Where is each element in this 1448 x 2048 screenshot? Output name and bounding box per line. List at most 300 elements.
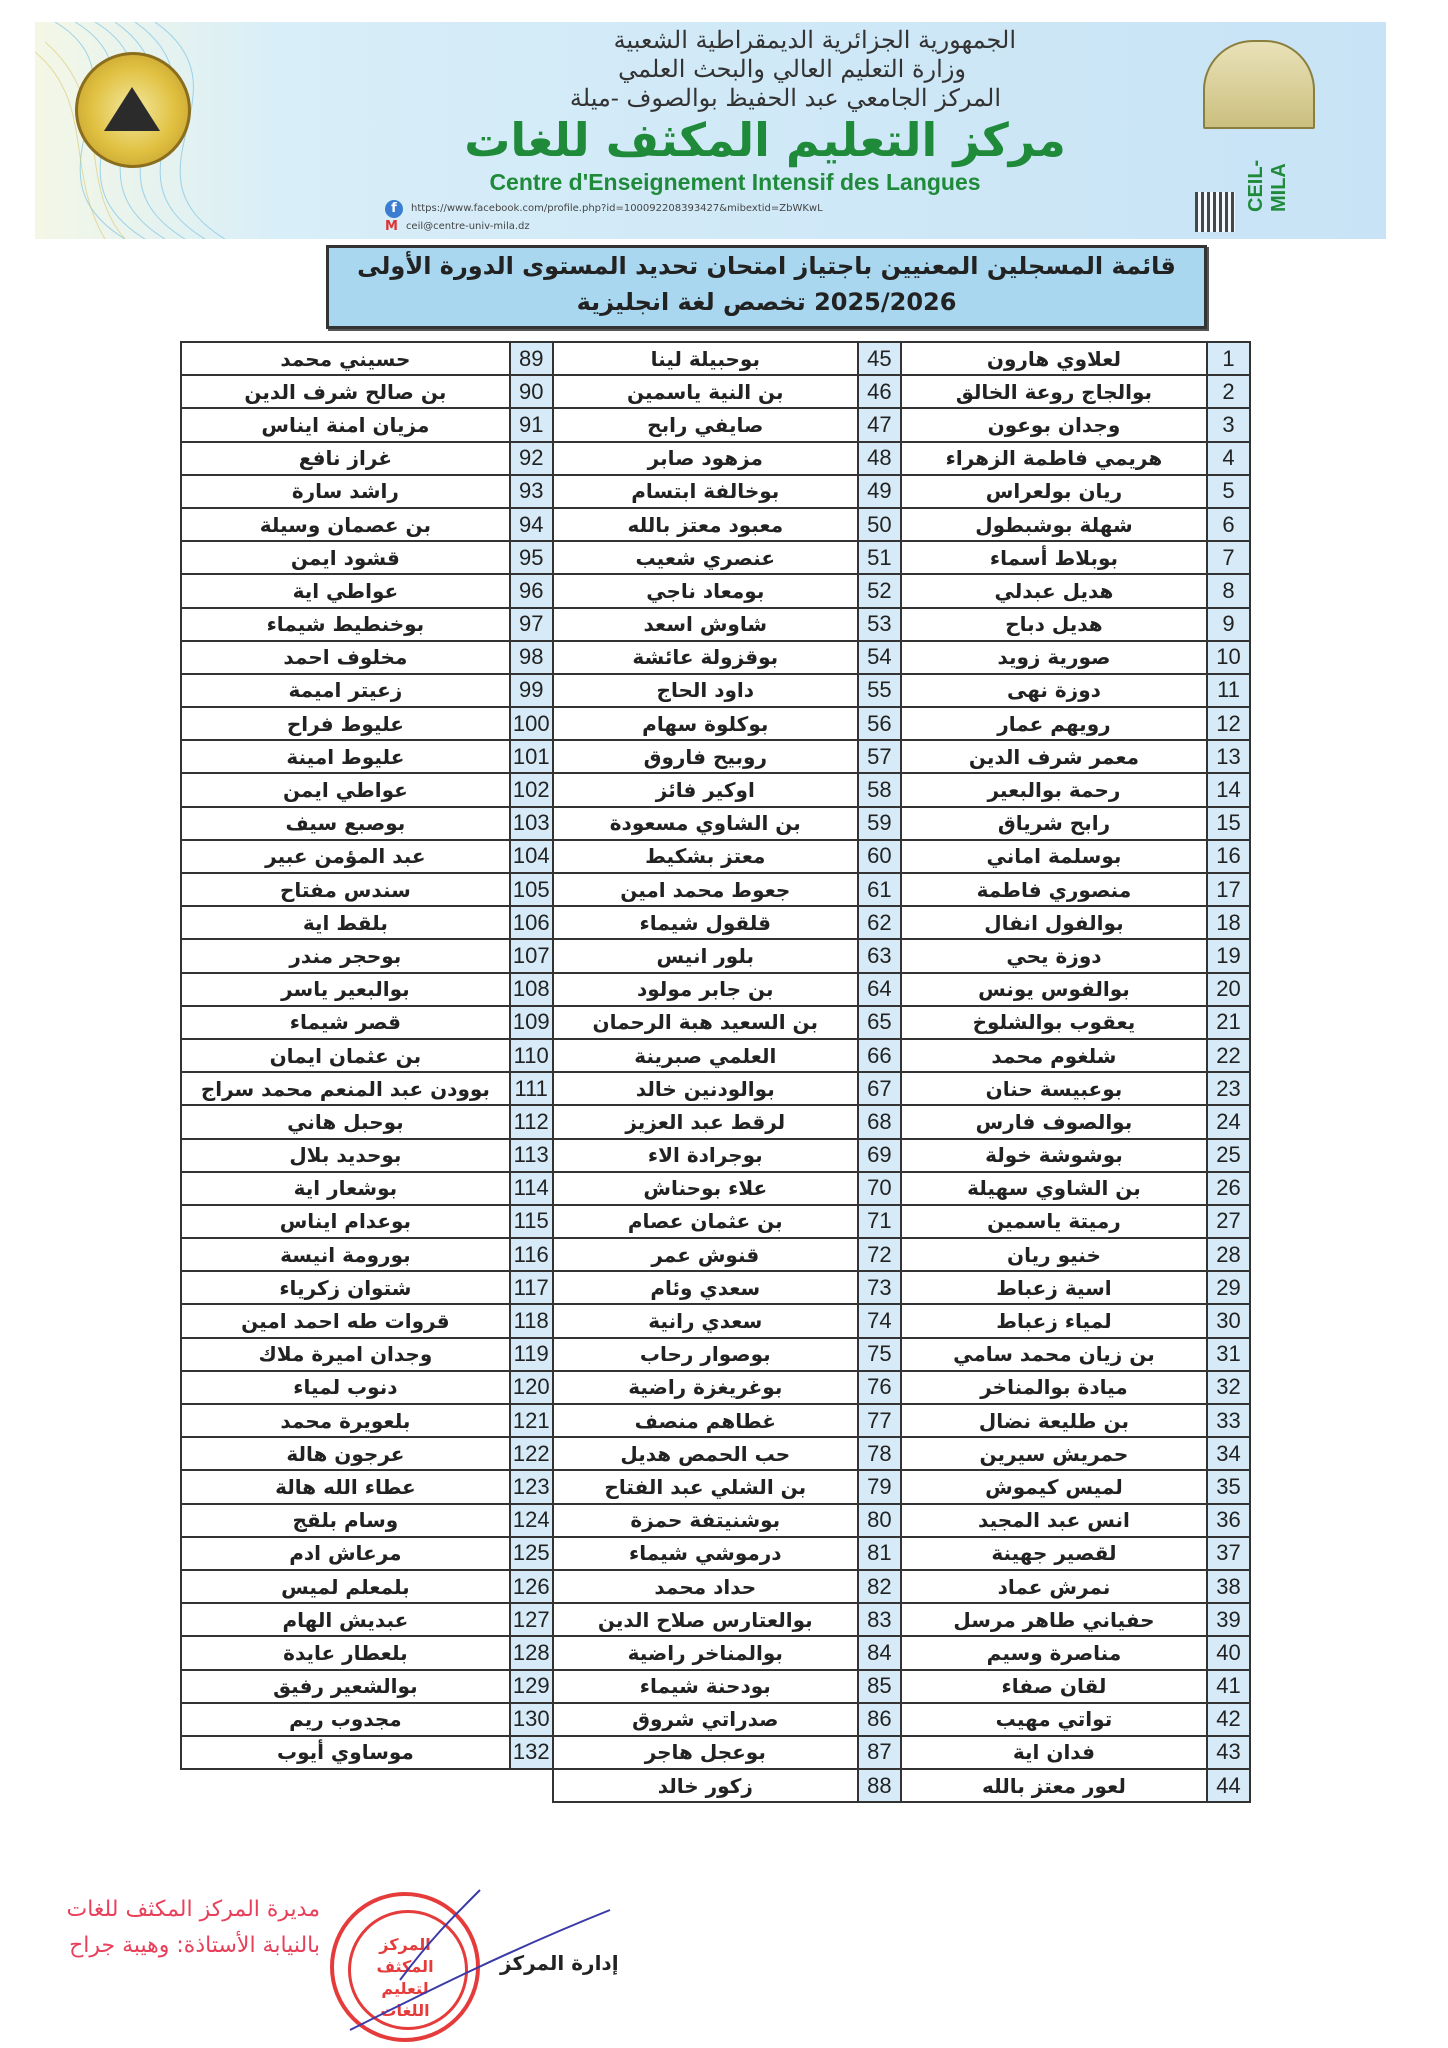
table-row (181, 641, 1250, 674)
candidate-name: هديل عبدلي (901, 574, 1207, 607)
candidate-number: 69 (858, 1139, 901, 1172)
candidate-name: بوالعتارس صلاح الدين (553, 1603, 858, 1636)
candidate-number: 120 (510, 1371, 553, 1404)
candidate-name: مجدوب ريم (181, 1703, 510, 1736)
candidate-name: وجدان اميرة ملاك (181, 1338, 510, 1371)
candidate-name: بن جابر مولود (553, 973, 858, 1006)
candidate-name: بن الشاوي سهيلة (901, 1172, 1207, 1205)
candidate-number: 26 (1207, 1172, 1250, 1205)
table-row (181, 375, 1250, 408)
table-row (181, 873, 1250, 906)
candidate-number: 99 (510, 674, 553, 707)
candidate-name: اوكير فائز (553, 773, 858, 806)
candidate-name: مزيان امنة ايناس (181, 408, 510, 441)
candidate-number: 110 (510, 1039, 553, 1072)
candidate-name: وجدان بوعون (901, 408, 1207, 441)
candidate-number: 103 (510, 807, 553, 840)
candidate-number: 125 (510, 1537, 553, 1570)
center-name-ar: مركز التعليم المكثف للغات (464, 113, 1066, 167)
candidate-number: 98 (510, 641, 553, 674)
empty-cell (510, 1769, 553, 1802)
candidate-name: بوحبل هاني (181, 1105, 510, 1138)
candidate-number: 16 (1207, 840, 1250, 873)
candidate-number: 55 (858, 674, 901, 707)
candidate-number: 73 (858, 1271, 901, 1304)
candidate-number: 70 (858, 1172, 901, 1205)
table-row (181, 1139, 1250, 1172)
candidate-name: بوصوار رحاب (553, 1338, 858, 1371)
candidate-number: 84 (858, 1636, 901, 1669)
candidate-name: شهلة بوشبطول (901, 508, 1207, 541)
candidate-number: 41 (1207, 1670, 1250, 1703)
candidate-name: قروات طه احمد امين (181, 1304, 510, 1337)
table-row (181, 674, 1250, 707)
candidate-name: بومعاد ناجي (553, 574, 858, 607)
facebook-icon: f (385, 200, 403, 218)
candidate-number: 95 (510, 541, 553, 574)
candidate-name: بن زيان محمد سامي (901, 1338, 1207, 1371)
candidate-number: 19 (1207, 939, 1250, 972)
candidate-name: بوكلوة سهام (553, 707, 858, 740)
candidate-name: رحمة بوالبعير (901, 773, 1207, 806)
candidate-number: 109 (510, 1006, 553, 1039)
table-row (181, 1006, 1250, 1039)
candidate-name: لمياء زعباط (901, 1304, 1207, 1337)
candidate-name: بن السعيد هبة الرحمان (553, 1006, 858, 1039)
candidate-name: مزهود صابر (553, 442, 858, 475)
candidate-number: 81 (858, 1537, 901, 1570)
candidate-number: 115 (510, 1205, 553, 1238)
candidate-name: لعلاوي هارون (901, 342, 1207, 375)
candidate-number: 53 (858, 608, 901, 641)
candidate-number: 96 (510, 574, 553, 607)
table-row (181, 1769, 1250, 1802)
candidate-name: صايفي رابح (553, 408, 858, 441)
candidate-number: 25 (1207, 1139, 1250, 1172)
table-row (181, 1603, 1250, 1636)
candidate-number: 11 (1207, 674, 1250, 707)
candidate-number: 5 (1207, 475, 1250, 508)
candidate-name: بن صالح شرف الدين (181, 375, 510, 408)
candidate-number: 128 (510, 1636, 553, 1669)
candidate-number: 60 (858, 840, 901, 873)
candidate-name: نمرش عماد (901, 1570, 1207, 1603)
candidate-name: حداد محمد (553, 1570, 858, 1603)
table-row (181, 906, 1250, 939)
candidate-name: بوالجاج روعة الخالق (901, 375, 1207, 408)
candidate-number: 47 (858, 408, 901, 441)
candidate-name: بوشنيتفة حمزة (553, 1504, 858, 1537)
candidate-name: رميتة ياسمين (901, 1205, 1207, 1238)
candidate-number: 62 (858, 906, 901, 939)
table-row (181, 408, 1250, 441)
seal-text: المركز المكثف لتعليم اللغات (376, 1935, 434, 2020)
candidate-number: 113 (510, 1139, 553, 1172)
table-row (181, 1636, 1250, 1669)
candidate-name: لقان صفاء (901, 1670, 1207, 1703)
candidate-name: وسام بلقج (181, 1504, 510, 1537)
candidate-name: زكور خالد (553, 1769, 858, 1802)
candidate-number: 32 (1207, 1371, 1250, 1404)
republic-name: الجمهورية الجزائرية الديمقراطية الشعبية (613, 26, 1016, 54)
ministry-name: وزارة التعليم العالي والبحث العلمي (618, 55, 966, 83)
candidate-name: بن عصمان وسيلة (181, 508, 510, 541)
table-row (181, 1670, 1250, 1703)
candidate-number: 77 (858, 1404, 901, 1437)
table-row (181, 1172, 1250, 1205)
candidate-name: بوشوشة خولة (901, 1139, 1207, 1172)
candidate-number: 88 (858, 1769, 901, 1802)
candidate-number: 100 (510, 707, 553, 740)
candidate-number: 106 (510, 906, 553, 939)
side-label: CEIL-MILA (1245, 159, 1290, 212)
candidate-number: 64 (858, 973, 901, 1006)
candidate-name: بوحديد بلال (181, 1139, 510, 1172)
candidate-name: عنصري شعيب (553, 541, 858, 574)
candidate-number: 129 (510, 1670, 553, 1703)
candidate-name: بوالفوس يونس (901, 973, 1207, 1006)
empty-cell (181, 1769, 510, 1802)
candidate-number: 61 (858, 873, 901, 906)
candidate-number: 43 (1207, 1736, 1250, 1769)
candidate-number: 94 (510, 508, 553, 541)
candidate-number: 82 (858, 1570, 901, 1603)
candidate-number: 46 (858, 375, 901, 408)
candidate-number: 59 (858, 807, 901, 840)
email-link[interactable]: ceil@centre-univ-mila.dz (405, 221, 530, 232)
table-row (181, 1105, 1250, 1138)
candidate-number: 79 (858, 1470, 901, 1503)
table-row (181, 508, 1250, 541)
candidate-number: 80 (858, 1504, 901, 1537)
candidate-number: 90 (510, 375, 553, 408)
candidate-number: 27 (1207, 1205, 1250, 1238)
table-row (181, 574, 1250, 607)
official-stamp-text: مديرة المركز المكثف للغات بالنيابة الأستاذة: وهيبة جراح (66, 1897, 320, 1958)
candidate-number: 105 (510, 873, 553, 906)
candidate-name: هديل دباح (901, 608, 1207, 641)
candidate-name: بوعبيسة حنان (901, 1072, 1207, 1105)
candidate-name: عواطي ايمن (181, 773, 510, 806)
candidate-name: معتز بشكيط (553, 840, 858, 873)
candidate-name: بوصبع سيف (181, 807, 510, 840)
candidate-name: درموشي شيماء (553, 1537, 858, 1570)
candidate-number: 42 (1207, 1703, 1250, 1736)
candidate-number: 20 (1207, 973, 1250, 1006)
candidate-name: بن عثمان عصام (553, 1205, 858, 1238)
candidate-name: عواطي اية (181, 574, 510, 607)
candidate-number: 39 (1207, 1603, 1250, 1636)
candidate-number: 51 (858, 541, 901, 574)
candidate-number: 91 (510, 408, 553, 441)
signature-label: إدارة المركز (500, 1951, 619, 1975)
candidate-number: 76 (858, 1371, 901, 1404)
candidate-name: بلعويرة محمد (181, 1404, 510, 1437)
candidate-name: اسية زعباط (901, 1271, 1207, 1304)
candidate-number: 72 (858, 1238, 901, 1271)
header-banner (35, 22, 1386, 239)
candidate-name: حفياني طاهر مرسل (901, 1603, 1207, 1636)
candidate-number: 104 (510, 840, 553, 873)
candidate-name: بوقزولة عائشة (553, 641, 858, 674)
candidate-number: 92 (510, 442, 553, 475)
candidate-name: بوخنطيط شيماء (181, 608, 510, 641)
candidate-name: فدان اية (901, 1736, 1207, 1769)
candidate-number: 57 (858, 740, 901, 773)
candidate-name: شلغوم محمد (901, 1039, 1207, 1072)
candidate-name: بوحجر مندر (181, 939, 510, 972)
candidate-number: 102 (510, 773, 553, 806)
candidate-number: 89 (510, 342, 553, 375)
candidate-number: 116 (510, 1238, 553, 1271)
candidate-number: 29 (1207, 1271, 1250, 1304)
candidate-name: لقصير جهينة (901, 1537, 1207, 1570)
candidate-name: ميادة بوالمناخر (901, 1371, 1207, 1404)
candidate-name: بوالمناخر راضية (553, 1636, 858, 1669)
table-row (181, 1404, 1250, 1437)
candidate-number: 7 (1207, 541, 1250, 574)
candidate-name: بوحبيلة لينا (553, 342, 858, 375)
candidate-number: 74 (858, 1304, 901, 1337)
candidate-name: بن عثمان ايمان (181, 1039, 510, 1072)
candidate-number: 130 (510, 1703, 553, 1736)
candidate-name: حب الحمص هديل (553, 1437, 858, 1470)
candidate-number: 49 (858, 475, 901, 508)
candidate-name: قنوش عمر (553, 1238, 858, 1271)
candidate-number: 107 (510, 939, 553, 972)
table-row (181, 442, 1250, 475)
candidate-name: هريمي فاطمة الزهراء (901, 442, 1207, 475)
candidate-name: لرقط عبد العزيز (553, 1105, 858, 1138)
candidate-name: بوودن عبد المنعم محمد سراج (181, 1072, 510, 1105)
candidate-number: 58 (858, 773, 901, 806)
candidate-name: مخلوف احمد (181, 641, 510, 674)
candidate-name: معمر شرف الدين (901, 740, 1207, 773)
table-row (181, 807, 1250, 840)
candidate-number: 119 (510, 1338, 553, 1371)
candidate-name: لعور معتز بالله (901, 1769, 1207, 1802)
list-title (326, 245, 1207, 329)
candidate-name: عليوط امينة (181, 740, 510, 773)
candidate-name: بودحنة شيماء (553, 1670, 858, 1703)
email-contact (385, 220, 530, 234)
table-row (181, 1736, 1250, 1769)
candidate-name: غراز نافع (181, 442, 510, 475)
candidate-name: حسيني محمد (181, 342, 510, 375)
table-row (181, 608, 1250, 641)
table-row (181, 1537, 1250, 1570)
candidate-number: 87 (858, 1736, 901, 1769)
candidate-name: بوخالفة ابتسام (553, 475, 858, 508)
candidate-name: مرعاش ادم (181, 1537, 510, 1570)
candidate-number: 93 (510, 475, 553, 508)
candidate-number: 127 (510, 1603, 553, 1636)
candidate-number: 13 (1207, 740, 1250, 773)
candidate-name: بلور انيس (553, 939, 858, 972)
table-row (181, 1072, 1250, 1105)
candidate-name: صورية زويد (901, 641, 1207, 674)
candidate-number: 101 (510, 740, 553, 773)
candidate-number: 6 (1207, 508, 1250, 541)
table-row (181, 541, 1250, 574)
candidate-name: زعيتر اميمة (181, 674, 510, 707)
candidate-name: العلمي صبرينة (553, 1039, 858, 1072)
table-row (181, 740, 1250, 773)
candidate-name: بوشعار اية (181, 1172, 510, 1205)
candidate-name: بن الشلي عبد الفتاح (553, 1470, 858, 1503)
table-row (181, 475, 1250, 508)
candidate-name: انس عبد المجيد (901, 1504, 1207, 1537)
university-name: المركز الجامعي عبد الحفيظ بوالصوف -ميلة (569, 84, 1001, 112)
table-row (181, 1205, 1250, 1238)
candidate-number: 97 (510, 608, 553, 641)
candidate-number: 15 (1207, 807, 1250, 840)
candidate-number: 38 (1207, 1570, 1250, 1603)
candidate-number: 83 (858, 1603, 901, 1636)
table-row (181, 840, 1250, 873)
candidate-number: 52 (858, 574, 901, 607)
candidate-number: 75 (858, 1338, 901, 1371)
candidate-name: بلمعلم لميس (181, 1570, 510, 1603)
candidates-table (180, 341, 1251, 1803)
candidate-number: 124 (510, 1504, 553, 1537)
table-row (181, 707, 1250, 740)
candidate-number: 31 (1207, 1338, 1250, 1371)
table-row (181, 1238, 1250, 1271)
candidate-number: 9 (1207, 608, 1250, 641)
university-logo (1203, 40, 1315, 129)
candidate-name: غطاهم منصف (553, 1404, 858, 1437)
candidate-number: 35 (1207, 1470, 1250, 1503)
table-row (181, 1271, 1250, 1304)
candidate-name: تواتي مهيب (901, 1703, 1207, 1736)
title-line-1: قائمة المسجلين المعنيين باجتياز امتحان تحديد المستوى الدورة الأولى (357, 252, 1176, 280)
candidate-name: شتوان زكرياء (181, 1271, 510, 1304)
candidate-number: 78 (858, 1437, 901, 1470)
candidate-name: لميس كيموش (901, 1470, 1207, 1503)
candidate-name: صدراتي شروق (553, 1703, 858, 1736)
candidate-name: جعوط محمد امين (553, 873, 858, 906)
candidate-name: ريان بولعراس (901, 475, 1207, 508)
table-row (181, 973, 1250, 1006)
candidate-number: 30 (1207, 1304, 1250, 1337)
candidate-number: 18 (1207, 906, 1250, 939)
title-line-2: 2025/2026 تخصص لغة انجليزية (576, 288, 957, 316)
candidate-number: 108 (510, 973, 553, 1006)
candidate-name: داود الحاج (553, 674, 858, 707)
candidate-number: 132 (510, 1736, 553, 1769)
candidate-number: 8 (1207, 574, 1250, 607)
candidate-number: 67 (858, 1072, 901, 1105)
candidate-number: 28 (1207, 1238, 1250, 1271)
table-row (181, 1570, 1250, 1603)
candidate-name: قلقول شيماء (553, 906, 858, 939)
candidate-name: بلقط اية (181, 906, 510, 939)
candidate-name: دوزة يحي (901, 939, 1207, 972)
candidate-name: روبيح فاروق (553, 740, 858, 773)
candidate-number: 4 (1207, 442, 1250, 475)
official-seal (330, 1892, 480, 2042)
candidate-name: بورومة انيسة (181, 1238, 510, 1271)
candidate-number: 85 (858, 1670, 901, 1703)
candidate-name: بوجرادة الاء (553, 1139, 858, 1172)
candidate-name: بن النية ياسمين (553, 375, 858, 408)
qr-code (1195, 192, 1235, 232)
candidate-name: بوعجل هاجر (553, 1736, 858, 1769)
candidate-number: 54 (858, 641, 901, 674)
candidate-name: معبود معتز بالله (553, 508, 858, 541)
candidate-name: سعدي وئام (553, 1271, 858, 1304)
gmail-icon: M (385, 219, 398, 234)
table-row (181, 1304, 1250, 1337)
candidate-name: بوعدام ايناس (181, 1205, 510, 1238)
candidate-name: عليوط فراح (181, 707, 510, 740)
candidate-number: 17 (1207, 873, 1250, 906)
candidate-number: 24 (1207, 1105, 1250, 1138)
facebook-link[interactable]: https://www.facebook.com/profile.php?id=100092208393427&mibextid=ZbWKwL (411, 203, 823, 214)
ceil-logo (75, 52, 191, 168)
candidate-number: 23 (1207, 1072, 1250, 1105)
candidate-number: 121 (510, 1404, 553, 1437)
candidate-number: 44 (1207, 1769, 1250, 1802)
candidate-name: شاوش اسعد (553, 608, 858, 641)
candidate-number: 117 (510, 1271, 553, 1304)
candidate-name: حمريش سيرين (901, 1437, 1207, 1470)
candidate-name: بوسلمة اماني (901, 840, 1207, 873)
candidate-number: 111 (510, 1072, 553, 1105)
candidate-number: 3 (1207, 408, 1250, 441)
candidate-name: بوالصوف فارس (901, 1105, 1207, 1138)
candidate-name: بوغريغزة راضية (553, 1371, 858, 1404)
candidate-name: قشود ايمن (181, 541, 510, 574)
candidate-name: عبد المؤمن عبير (181, 840, 510, 873)
candidate-name: سعدي رانية (553, 1304, 858, 1337)
candidate-number: 123 (510, 1470, 553, 1503)
candidate-name: بوالودنين خالد (553, 1072, 858, 1105)
candidate-name: عطاء الله هالة (181, 1470, 510, 1503)
candidate-number: 56 (858, 707, 901, 740)
candidate-name: قصر شيماء (181, 1006, 510, 1039)
candidate-number: 65 (858, 1006, 901, 1039)
candidate-name: يعقوب بوالشلوخ (901, 1006, 1207, 1039)
candidate-name: سندس مفتاح (181, 873, 510, 906)
center-name-fr: Centre d'Enseignement Intensif des Langues (489, 169, 981, 195)
table-row (181, 1504, 1250, 1537)
candidate-name: رابح شرياق (901, 807, 1207, 840)
candidate-number: 63 (858, 939, 901, 972)
table-row (181, 1470, 1250, 1503)
candidate-name: عبديش الهام (181, 1603, 510, 1636)
candidate-number: 86 (858, 1703, 901, 1736)
candidate-number: 10 (1207, 641, 1250, 674)
candidate-number: 50 (858, 508, 901, 541)
candidate-number: 22 (1207, 1039, 1250, 1072)
candidate-name: دنوب لمياء (181, 1371, 510, 1404)
candidate-number: 14 (1207, 773, 1250, 806)
table-row (181, 939, 1250, 972)
candidate-name: بوالفول انفال (901, 906, 1207, 939)
candidate-number: 36 (1207, 1504, 1250, 1537)
candidate-name: بلعطار عايدة (181, 1636, 510, 1669)
candidate-number: 1 (1207, 342, 1250, 375)
candidate-name: علاء بوحناش (553, 1172, 858, 1205)
candidate-name: منصوري فاطمة (901, 873, 1207, 906)
candidate-number: 126 (510, 1570, 553, 1603)
candidate-name: بوالبعير ياسر (181, 973, 510, 1006)
candidate-name: بوبلاط أسماء (901, 541, 1207, 574)
table-row (181, 342, 1250, 375)
candidate-number: 112 (510, 1105, 553, 1138)
